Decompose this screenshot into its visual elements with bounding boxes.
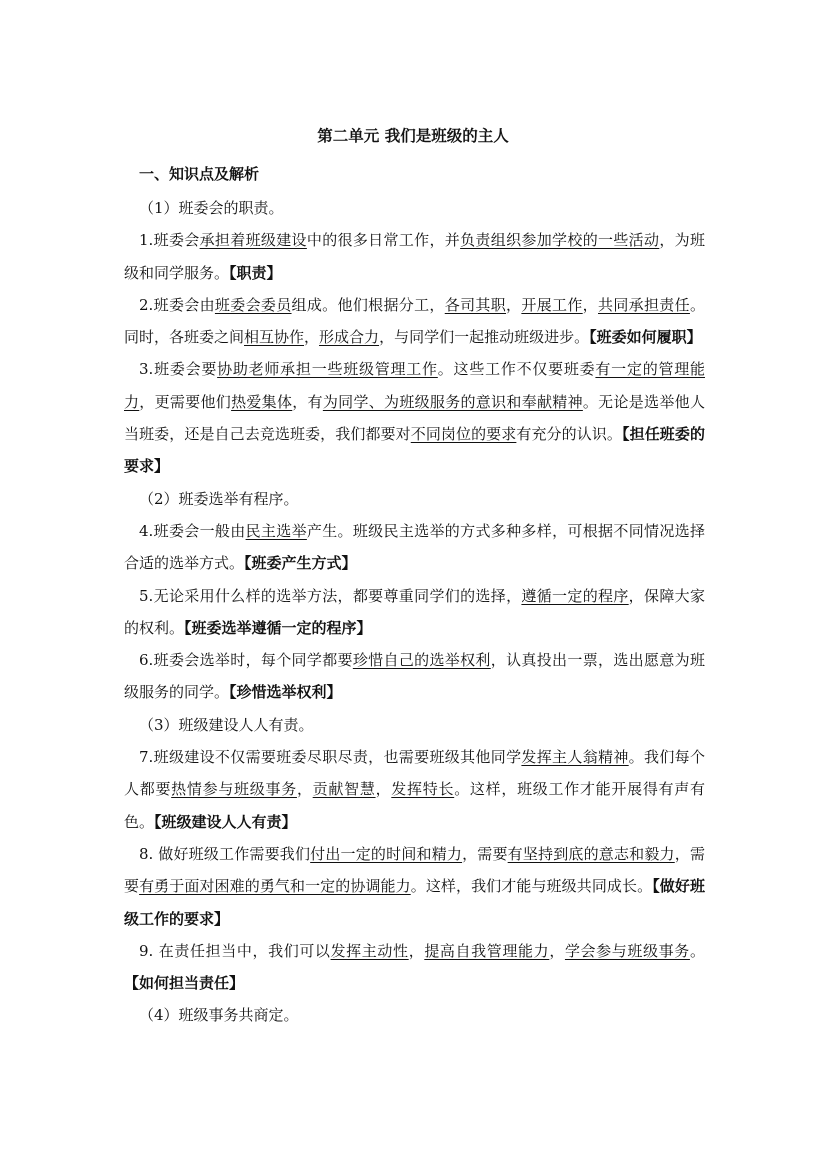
paragraph-text: 3.班委会要	[139, 360, 218, 379]
underlined-key-phrase: 协助老师承担一些班级管理工作	[217, 360, 438, 379]
underlined-key-phrase: 有勇于面对困难的勇气和一定的协调能力	[139, 877, 411, 896]
underlined-key-phrase: 民主选举	[245, 521, 307, 540]
underlined-key-phrase: 发挥主人翁精神	[521, 748, 629, 767]
key-point-tag: 【班级建设人人有责】	[154, 812, 297, 831]
paragraph-p5	[124, 580, 705, 645]
paragraph-text: 。同时，各班委之间	[124, 295, 705, 347]
paragraph-text: 1.班委会	[139, 231, 200, 250]
paragraph-text: 4.班委会一般由	[139, 521, 246, 540]
paragraph-text: 5.无论采用什么样的选举方法，都要尊重同学们的选择，	[139, 586, 522, 605]
paragraph-text: 。这样，我们才能与班级共同成长。	[410, 877, 653, 896]
paragraph-p8	[124, 838, 705, 935]
paragraph-s2	[124, 483, 705, 515]
underlined-key-phrase: 热情参与班级事务	[171, 780, 297, 799]
underlined-key-phrase: 各司其职	[444, 295, 507, 314]
underlined-key-phrase: 有一定的管理能力	[124, 360, 705, 411]
underlined-key-phrase: 热爱集体	[231, 392, 293, 411]
paragraph-text: 8. 做好班级工作需要我们	[139, 844, 311, 863]
paragraph-p3	[124, 353, 705, 482]
paragraph-text: ，与同学们一起推动班级进步。	[379, 328, 590, 347]
underlined-key-phrase: 开展工作	[521, 295, 583, 314]
key-point-tag: 【做好班级工作的要求】	[124, 877, 705, 928]
underlined-key-phrase: 有坚持到底的意志和毅力	[507, 844, 675, 863]
paragraph-text: 组成。他们根据分工，	[291, 295, 445, 314]
paragraph-p2	[124, 289, 705, 354]
paragraph-text: ，	[506, 295, 522, 314]
underlined-key-phrase: 发挥主动性	[330, 941, 409, 960]
paragraph-text: ，认真投出一票，选出愿意为班级服务的同学。	[124, 651, 705, 702]
paragraph-text: ，	[582, 295, 598, 314]
paragraph-p7	[124, 741, 705, 838]
paragraph-text: 产生。班级民主选举的方式多种多样，可根据不同情况选择合适的选举方式。	[124, 521, 705, 573]
underlined-key-phrase: 发挥特长	[391, 780, 455, 799]
underlined-key-phrase: 不同岗位的要求	[410, 425, 517, 444]
underlined-key-phrase: 共同承担责任	[598, 295, 690, 314]
paragraph-text: ，	[375, 780, 392, 799]
underlined-key-phrase: 付出一定的时间和精力	[310, 844, 463, 863]
paragraph-s3	[124, 709, 705, 741]
underlined-key-phrase: 班委会委员	[214, 295, 292, 314]
section-heading: 一、知识点及解析	[139, 165, 260, 183]
paragraph-p9	[124, 935, 705, 1000]
underlined-key-phrase: 学会参与班级事务	[564, 941, 690, 960]
paragraph-text: ，	[549, 941, 565, 960]
paragraph-text: 。这样，班级工作才能开展得有声有色。	[124, 780, 705, 831]
paragraph-text: ，	[408, 941, 425, 960]
paragraph-text: 2.班委会由	[139, 295, 215, 314]
underlined-key-phrase: 珍惜自己的选举权利	[352, 651, 491, 670]
underlined-key-phrase: 形成合力	[319, 328, 380, 347]
key-point-tag: 【班委产生方式】	[244, 554, 357, 573]
paragraph-text: 。	[689, 941, 705, 960]
underlined-key-phrase: 承担着班级建设	[199, 231, 307, 250]
key-point-tag: 【担任班委的要求】	[124, 425, 705, 476]
key-point-tag: 【职责】	[229, 263, 282, 282]
paragraph-text: 。无论是选举他人当班委，还是自己去竞选班委，我们都要对	[124, 392, 705, 444]
paragraph-text: 中的很多日常工作，并	[306, 231, 461, 250]
underlined-key-phrase: 贡献智慧	[312, 780, 376, 799]
paragraph-p6	[124, 644, 705, 709]
paragraph-text: 有充分的认识。	[516, 425, 623, 444]
underlined-key-phrase: 提高自我管理能力	[424, 941, 550, 960]
paragraph-text: ，	[296, 780, 313, 799]
paragraph-text: ，	[304, 328, 320, 347]
underlined-key-phrase: 负责组织参加学校的一些活动	[460, 231, 660, 250]
paragraph-text: 6.班委会选举时，每个同学都要	[139, 651, 353, 670]
underlined-key-phrase: 遵循一定的程序	[521, 586, 629, 605]
paragraph-s4	[124, 999, 705, 1031]
underlined-key-phrase: 为同学、为班级服务的意识和奉献精神	[322, 392, 583, 411]
key-point-tag: 【班委选举遵循一定的程序】	[184, 618, 372, 637]
paragraph-s1	[124, 192, 705, 224]
key-point-tag: 【珍惜选举权利】	[229, 683, 342, 702]
paragraph-text: （2）班委选举有程序。	[139, 489, 299, 508]
paragraph-text: ，更需要他们	[139, 392, 232, 411]
underlined-key-phrase: 相互协作	[244, 328, 305, 347]
paragraph-text: ，有	[292, 392, 323, 411]
document-title: 第二单元 我们是班级的主人	[317, 127, 509, 145]
paragraph-text: ，需要	[124, 844, 705, 896]
paragraph-text: ，保障大家的权利。	[124, 586, 705, 637]
paragraph-p4	[124, 515, 705, 580]
key-point-tag: 【如何担当责任】	[124, 974, 245, 993]
paragraph-text: 9. 在责任担当中，我们可以	[139, 941, 331, 960]
paragraph-text: 。我们每个人都要	[124, 748, 705, 799]
document-body	[124, 192, 705, 1032]
paragraph-text: ，为班级和同学服务。	[124, 231, 705, 282]
paragraph-text: （3）班级建设人人有责。	[139, 715, 314, 734]
paragraph-text: ，需要	[462, 844, 508, 863]
paragraph-text: 7.班级建设不仅需要班委尽职尽责，也需要班级其他同学	[139, 748, 522, 767]
paragraph-text: （4）班级事务共商定。	[139, 1006, 299, 1025]
key-point-tag: 【班委如何履职】	[589, 328, 702, 347]
paragraph-p1	[124, 224, 705, 289]
paragraph-text: 。这些工作不仅要班委	[437, 360, 596, 379]
paragraph-text: （1）班委会的职责。	[139, 199, 284, 217]
